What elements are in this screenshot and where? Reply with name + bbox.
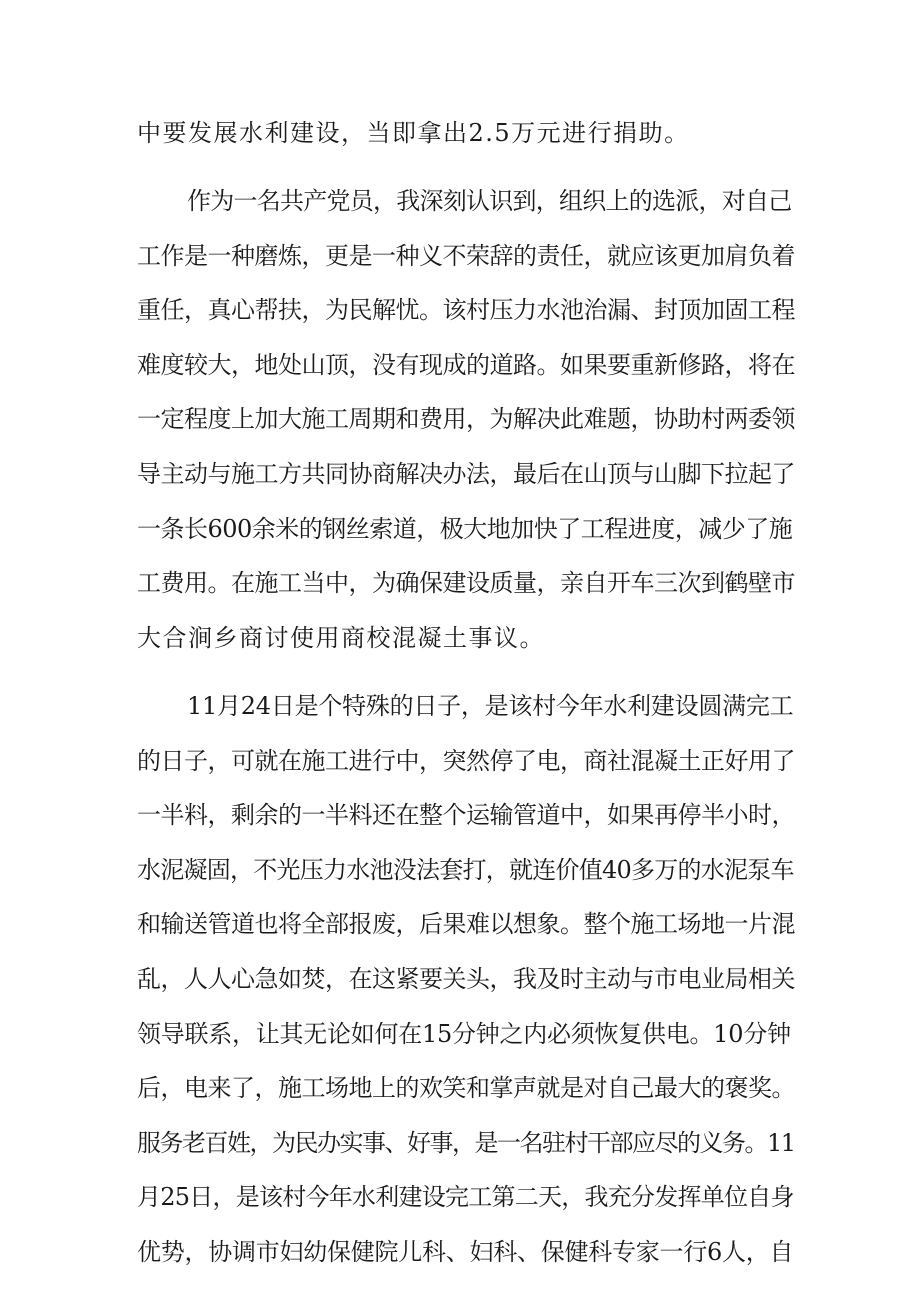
paragraph-3-line-10: 月25日，是该村今年水利建设完工第二天，我充分发挥单位自身 [137, 1183, 794, 1211]
paragraph-3-line-3: 一半料，剩余的一半料还在整个运输管道中，如果再停半小时， [137, 801, 795, 829]
paragraph-3-line-8: 后，电来了，施工场地上的欢笑和掌声就是对自己最大的褒奖。 [137, 1074, 795, 1102]
paragraph-2-line-4: 难度较大，地处山顶，没有现成的道路。如果要重新修路，将在 [137, 351, 795, 379]
paragraph-3-line-7: 领导联系，让其无论如何在15分钟之内必须恢复供电。10分钟 [137, 1020, 791, 1048]
paragraph-2-line-6: 导主动与施工方共同协商解决办法，最后在山顶与山脚下拉起了 [137, 460, 795, 488]
paragraph-2-line-1: 作为一名共产党员，我深刻认识到，组织上的选派，对自己 [187, 187, 792, 215]
paragraph-3-line-5: 和输送管道也将全部报废，后果难以想象。整个施工场地一片混 [137, 910, 795, 938]
paragraph-3-line-6: 乱，人人心急如焚，在这紧要关头，我及时主动与市电业局相关 [137, 965, 795, 993]
paragraph-2-line-3: 重任，真心帮扶，为民解忧。该村压力水池治漏、封顶加固工程 [137, 296, 795, 324]
paragraph-2-line-8: 工费用。在施工当中，为确保建设质量，亲自开车三次到鹤壁市 [137, 569, 795, 597]
paragraph-1-line-1: 中要发展水利建设，当即拿出2.5万元进行捐助。 [137, 119, 690, 147]
paragraph-3-line-4: 水泥凝固，不光压力水池没法套打，就连价值40多万的水泥泵车 [137, 856, 794, 884]
paragraph-3-line-11: 优势，协调市妇幼保健院儿科、妇科、保健科专家一行6人，自 [137, 1238, 794, 1266]
paragraph-3-line-9: 服务老百姓，为民办实事、好事，是一名驻村干部应尽的义务。11 [137, 1129, 795, 1157]
paragraph-2-line-2: 工作是一种磨炼，更是一种义不荣辞的责任，就应该更加肩负着 [137, 242, 795, 270]
paragraph-2-line-7: 一条长600余米的钢丝索道，极大地加快了工程进度，减少了施 [137, 515, 793, 543]
paragraph-2-line-5: 一定程度上加大施工周期和费用，为解决此难题，协助村两委领 [137, 405, 795, 433]
paragraph-3-line-2: 的日子，可就在施工进行中，突然停了电，商社混凝土正好用了 [137, 747, 795, 775]
paragraph-2-line-9: 大合涧乡商讨使用商校混凝土事议。 [137, 624, 545, 652]
paragraph-3-line-1: 11月24日是个特殊的日子，是该村今年水利建设圆满完工 [187, 692, 794, 720]
